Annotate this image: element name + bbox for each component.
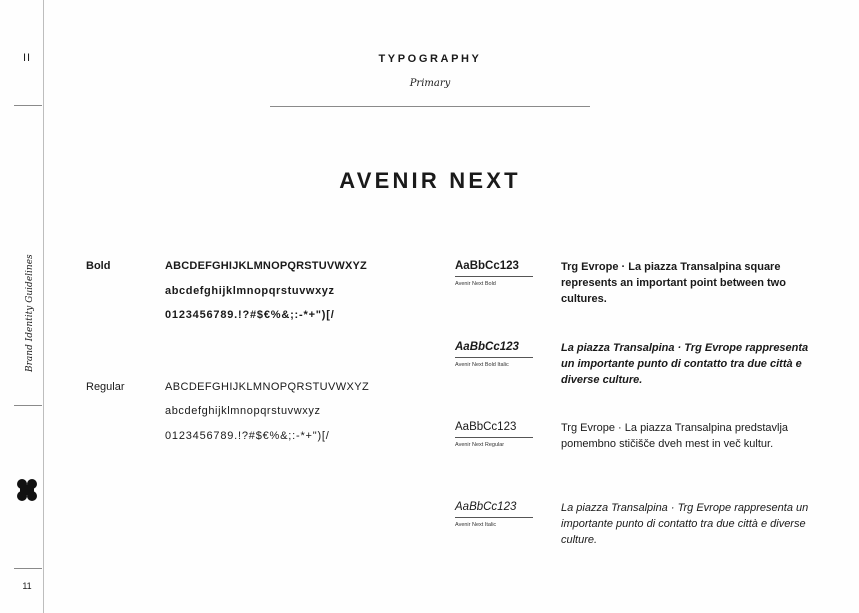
regular-lowercase: abcdefghijklmnopqrstuvwxyz bbox=[165, 405, 321, 417]
sample-rule bbox=[455, 276, 533, 277]
bold-numerals: 0123456789.!?#$€%&;:-*+")[/ bbox=[165, 309, 335, 321]
header-rule bbox=[270, 106, 590, 107]
sample-specimen-regular: AaBbCc123 bbox=[455, 421, 517, 433]
weight-label-regular: Regular bbox=[86, 381, 125, 393]
sample-text-italic: La piazza Transalpina · Trg Evrope rappresenta un importante punto di contatto tra due città e diverse culture. bbox=[561, 502, 809, 546]
regular-numerals: 0123456789.!?#$€%&;:-*+")[/ bbox=[165, 430, 330, 442]
sample-caption-regular: Avenir Next Regular bbox=[455, 442, 505, 448]
sidebar-rule-middle bbox=[14, 405, 42, 406]
sidebar-divider bbox=[43, 0, 44, 613]
sample-text-regular: Trg Evrope · La piazza Transalpina predstavlja pomembno stičišče dveh mest in več kultur. bbox=[561, 422, 789, 450]
sidebar-rule-bottom bbox=[14, 568, 42, 569]
weight-label-bold: Bold bbox=[86, 260, 111, 272]
sidebar-rule-top bbox=[14, 105, 42, 106]
sample-caption-bold-italic: Avenir Next Bold Italic bbox=[455, 362, 509, 368]
section-number: II bbox=[22, 52, 32, 64]
regular-uppercase: ABCDEFGHIJKLMNOPQRSTUVWXYZ bbox=[165, 381, 370, 393]
bold-uppercase: ABCDEFGHIJKLMNOPQRSTUVWXYZ bbox=[165, 260, 367, 272]
font-name-heading: AVENIR NEXT bbox=[339, 168, 521, 193]
sample-text-bold: Trg Evrope · La piazza Transalpina square represents an important point between two cultures. bbox=[561, 261, 786, 305]
guide-title: Brand Identity Guidelines bbox=[25, 254, 35, 372]
sample-specimen-bold: AaBbCc123 bbox=[455, 260, 519, 272]
brand-logo-icon bbox=[16, 478, 38, 502]
sample-caption-bold: Avenir Next Bold bbox=[455, 281, 496, 287]
sample-rule bbox=[455, 517, 533, 518]
sample-specimen-bold-italic: AaBbCc123 bbox=[455, 341, 519, 353]
sample-rule bbox=[455, 357, 533, 358]
page-title: TYPOGRAPHY bbox=[378, 53, 482, 65]
sample-rule bbox=[455, 437, 533, 438]
sample-specimen-italic: AaBbCc123 bbox=[455, 501, 517, 513]
sample-caption-italic: Avenir Next Italic bbox=[455, 522, 497, 528]
page-number: 11 bbox=[22, 581, 32, 591]
bold-lowercase: abcdefghijklmnopqrstuvwxyz bbox=[165, 285, 335, 297]
sample-text-bold-italic: La piazza Transalpina · Trg Evrope rappresenta un importante punto di contatto tra due città e diverse culture. bbox=[561, 342, 809, 386]
page-subtitle: Primary bbox=[409, 78, 451, 89]
